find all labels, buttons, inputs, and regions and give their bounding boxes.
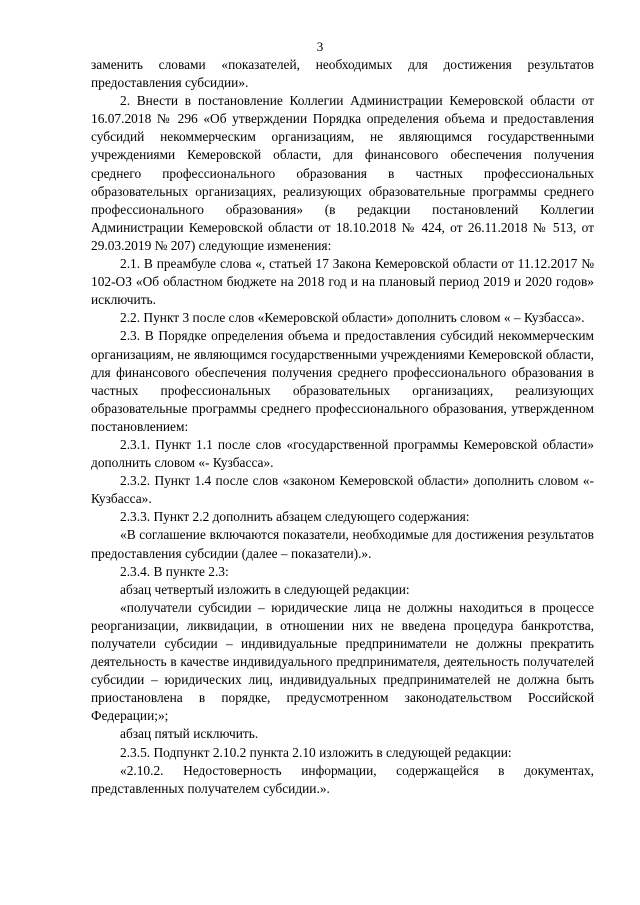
paragraph-continuation: заменить словами «показателей, необходимых для достижения результатов предоставления субсидии». [91, 57, 594, 91]
paragraph-item-2-3-3: 2.3.3. Пункт 2.2 дополнить абзацем следующего содержания: [120, 509, 470, 525]
paragraph-item-2-3-4: 2.3.4. В пункте 2.3: [120, 563, 229, 579]
paragraph-item-2-3-2: 2.3.2. Пункт 1.4 после слов «законом Кемеровской области» дополнить словом «- Кузбасса». [91, 473, 594, 507]
paragraph-item-2: 2. Внести в постановление Коллегии Администрации Кемеровской области от 16.07.2018 № 296 «Об утверждении Порядка определения объема и предоставления субсидий некоммерческим организациям, не являющимся государственными учреждениями Кемеровской области, для финансового обеспечения получения среднего профессионального образования в частных профессиональных образовательных организациях, реализующих образовательные программы среднего профессионального образования» (в редакции постановлений Коллегии Администрации Кемеровской области от 18.10.2018 № 424, от 26.11.2018 № 513, от 29.03.2019 № 207) следующие изменения: [91, 93, 594, 253]
document-body [91, 56, 594, 798]
paragraph-item-2-3: 2.3. В Порядке определения объема и предоставления субсидий некоммерческим организациям, не являющимся государственными учреждениями Кемеровской области, для финансового обеспечения получения среднего профессионального образования в частных профессиональных образовательных организациях, реализующих образовательные программы среднего профессионального образования, утвержденном постановлением: [91, 328, 594, 434]
page-number: 3 [316, 39, 324, 54]
paragraph-item-2-3-1: 2.3.1. Пункт 1.1 после слов «государственной программы Кемеровской области» дополнить словом «- Кузбасса». [91, 436, 594, 471]
paragraph-item-2-2: 2.2. Пункт 3 после слов «Кемеровской области» дополнить словом « – Кузбасса». [120, 310, 585, 326]
paragraph-abzac-5: абзац пятый исключить. [120, 726, 259, 742]
paragraph-quote-agreement: «В соглашение включаются показатели, необходимые для достижения результатов предоставления субсидии (далее – показатели).». [91, 527, 594, 561]
paragraph-item-2-1: 2.1. В преамбуле слова «, статьей 17 Закона Кемеровской области от 11.12.2017 № 102-ОЗ «Об областном бюджете на 2018 год и на плановый период 2019 и 2020 годов» исключить. [91, 256, 594, 308]
paragraph-quote-recipients: «получатели субсидии – юридические лица не должны находиться в процессе реорганизации, ликвидации, в отношении них не введена процедура банкротства, получатели субсидии – индивидуальные предприниматели не должны прекратить деятельность в качестве индивидуального предпринимателя, деятельность получателей субсидии – юридических лиц, индивидуальных предпринимателей не должна быть приостановлена в порядке, предусмотренном законодательством Российской Федерации;»; [91, 599, 594, 724]
paragraph-quote-2-10-2: «2.10.2. Недостоверность информации, содержащейся в документах, представленных получателем субсидии.». [91, 762, 594, 796]
paragraph-item-2-3-5: 2.3.5. Подпункт 2.10.2 пункта 2.10 изложить в следующей редакции: [120, 744, 512, 760]
paragraph-abzac-4: абзац четвертый изложить в следующей редакции: [120, 581, 410, 597]
